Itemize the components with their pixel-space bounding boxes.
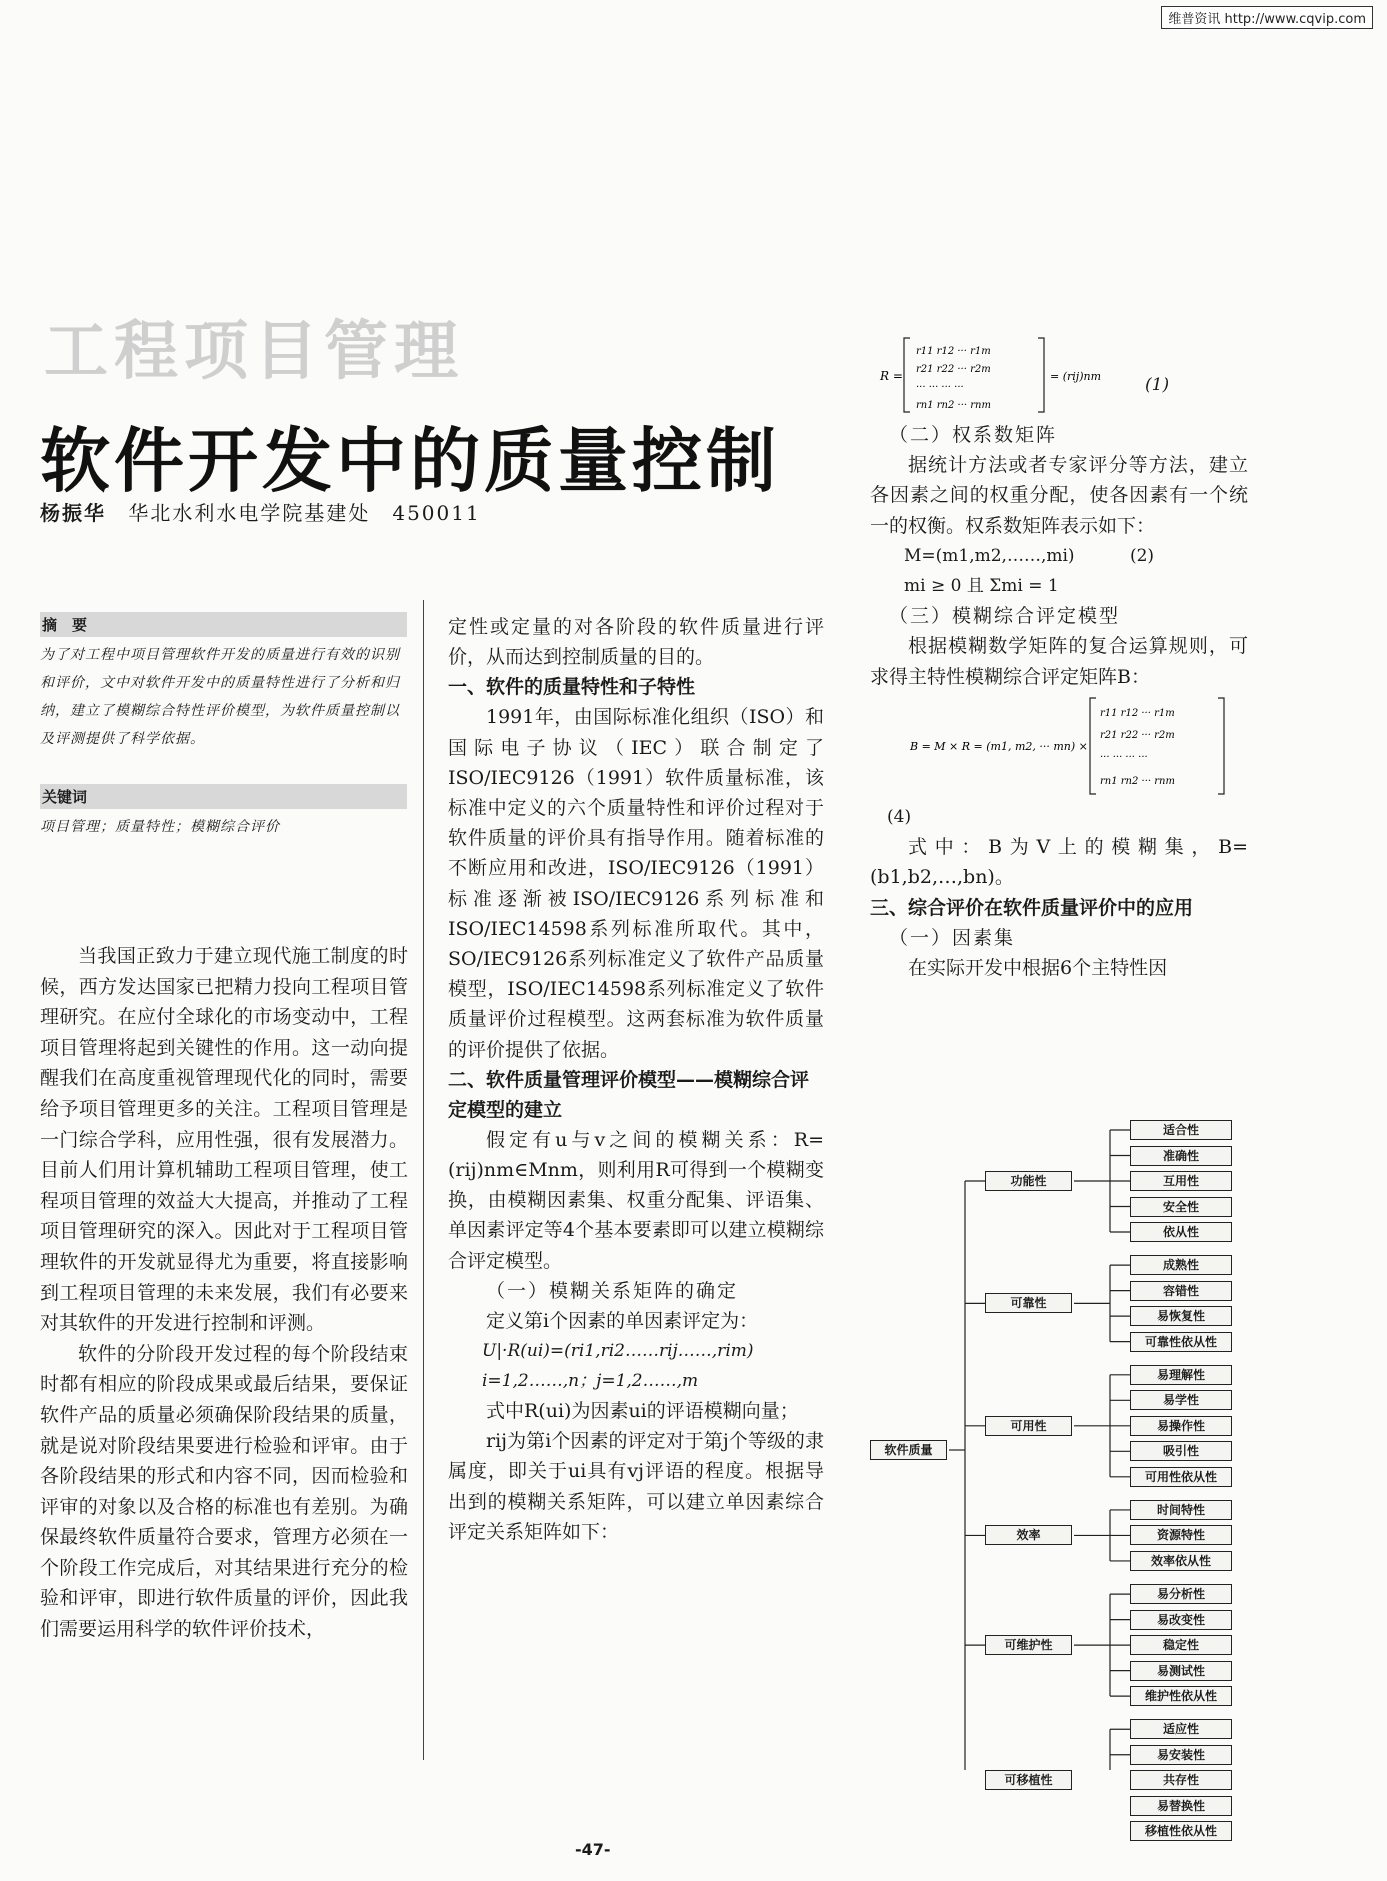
equation-number: (2) [1129,546,1155,567]
svg-text:r11 r12 ··· r1m: r11 r12 ··· r1m [1100,708,1175,720]
svg-text:r21 r22 ··· r2m: r21 r22 ··· r2m [916,364,991,375]
svg-text:··· ··· ··· ···: ··· ··· ··· ··· [916,382,964,393]
svg-text:r11 r12 ··· r1m: r11 r12 ··· r1m [916,346,991,357]
matrix-b-graphic [870,692,1240,802]
diagram-leaf-node: 可靠性依从性 [1130,1332,1232,1352]
formula: mi ≥ 0 且 Σmi = 1 [904,576,1059,597]
diagram-leaf-node: 移植性依从性 [1130,1821,1232,1841]
column-1-body [40,941,408,1645]
diagram-leaf-node: 资源特性 [1130,1525,1232,1545]
column-3-body [870,330,1248,983]
equation-number: (4) [887,807,912,828]
diagram-leaf-node: 安全性 [1130,1197,1232,1217]
ghost-title: 工程项目管理 [44,315,464,389]
diagram-group-node: 功能性 [985,1171,1072,1191]
matrix-equation-4 [870,692,1248,802]
diagram-leaf-node: 易替换性 [1130,1796,1232,1816]
paragraph: 式中R(ui)为因素ui的评语模糊向量； [486,1400,799,1423]
diagram-root-node: 软件质量 [870,1440,947,1460]
paragraph: rij为第i个因素的评定对于第j个等级的隶属度，即关于ui具有vj评语的程度。根据导出到的模糊关系矩阵，可以建立单因素综合评定关系矩阵如下： [448,1430,824,1543]
paragraph: 定性或定量的对各阶段的软件质量进行评价，从而达到控制质量的目的。 [448,616,824,669]
diagram-leaf-node: 可用性依从性 [1130,1467,1232,1487]
quality-model-diagram [870,1120,1250,1839]
matrix-r-graphic [870,330,1130,420]
subsection-heading: （一）因素集 [889,926,1016,949]
diagram-leaf-node: 时间特性 [1130,1500,1232,1520]
diagram-leaf-node: 易理解性 [1130,1365,1232,1385]
column-2-body [448,612,824,1547]
diagram-leaf-node: 互用性 [1130,1171,1232,1191]
section-heading: 三、综合评价在软件质量评价中的应用 [870,896,1194,919]
svg-text:··· ··· ··· ···: ··· ··· ··· ··· [1100,752,1148,764]
paragraph: 1991年，由国际标准化组织（ISO）和国际电子协议（IEC）联合制定了ISO/IEC9126（1991）软件质量标准，该标准中定义的六个质量特性和评价过程对于软件质量的评价具有指导作用。随着标准的不断应用和改进，ISO/IEC9126（1991）标准逐渐被ISO/IEC9126系列标准和ISO/IEC14598系列标准所取代。其中，SO/IEC9126系列标准定义了软件产品质量模型，ISO/IEC14598系列标准定义了软件质量评价过程模型。这两套标准为软件质量的评价提供了依据。 [448,706,824,1061]
subsection-heading: （三）模糊综合评定模型 [889,605,1121,628]
paragraph: 在实际开发中根据6个主特性因 [908,956,1168,979]
diagram-group-node: 可用性 [985,1416,1072,1436]
diagram-leaf-node: 依从性 [1130,1222,1232,1242]
formula [870,541,1248,571]
page-number: -47- [575,1840,611,1859]
diagram-leaf-node: 吸引性 [1130,1441,1232,1461]
diagram-leaf-node: 易改变性 [1130,1610,1232,1630]
diagram-leaf-node: 共存性 [1130,1770,1232,1790]
diagram-leaf-node: 易安装性 [1130,1745,1232,1765]
keywords-label: 关键词 [40,784,407,809]
keywords-section [40,784,408,841]
author-name: 杨振华 [40,501,106,525]
diagram-leaf-node: 成熟性 [1130,1255,1232,1275]
diagram-leaf-node: 效率依从性 [1130,1551,1232,1571]
diagram-group-node: 可移植性 [985,1770,1072,1790]
diagram-leaf-node: 易分析性 [1130,1584,1232,1604]
diagram-leaf-node: 易操作性 [1130,1416,1232,1436]
svg-text:r21 r22 ··· r2m: r21 r22 ··· r2m [1100,730,1175,742]
paragraph: 据统计方法或者专家评分等方法，建立各因素之间的权重分配，使各因素有一个统一的权衡。权系数矩阵表示如下： [870,454,1248,537]
diagram-leaf-node: 易恢复性 [1130,1306,1232,1326]
article-title: 软件开发中的质量控制 [40,420,780,502]
equation-number: (1) [1145,375,1170,395]
formula: U|·R(ui)=(ri1,ri2……rij……,rim) [482,1341,754,1362]
abstract-text: 为了对工程中项目管理软件开发的质量进行有效的识别和评价，文中对软件开发中的质量特性进行了分析和归纳，建立了模糊综合特性评价模型，为软件质量控制以及评测提供了科学依据。 [40,647,400,747]
diagram-leaf-node: 容错性 [1130,1281,1232,1301]
paragraph: 当我国正致力于建立现代施工制度的时候，西方发达国家已把精力投向工程项目管理研究。在应付全球化的市场变动中，工程项目管理将起到关键性的作用。这一动向提醒我们在高度重视管理现代化的同时，需要给予项目管理更多的关注。工程项目管理是一门综合学科，应用性强，很有发展潜力。目前人们用计算机辅助工程项目管理，使工程项目管理的效益大大提高，并推动了工程项目管理研究的深入。因此对于工程项目管理软件的开发就显得尤为重要，将直接影响到工程项目管理的未来发展，我们有必要来对其软件的开发进行控制和评测。 [40,945,408,1335]
byline [40,497,481,526]
diagram-leaf-node: 稳定性 [1130,1635,1232,1655]
matrix-equation-1 [870,330,1248,420]
diagram-leaf-node: 适应性 [1130,1719,1232,1739]
diagram-group-node: 可维护性 [985,1635,1072,1655]
svg-text:R =: R = [880,369,903,383]
subsection-heading: （一）模糊关系矩阵的确定 [486,1279,739,1302]
svg-text:rn1 rn2 ··· rnm: rn1 rn2 ··· rnm [916,400,991,411]
formula: i=1,2……,n；j=1,2……,m [482,1371,699,1392]
paragraph: 定义第i个因素的单因素评定为： [486,1309,759,1332]
formula-text: M=(m1,m2,……,mi) [904,546,1075,567]
watermark: 维普资讯 http://www.cqvip.com [1161,6,1373,29]
diagram-leaf-node: 适合性 [1130,1120,1232,1140]
abstract-section [40,612,408,753]
diagram-group-node: 效率 [985,1525,1072,1545]
section-heading: 一、软件的质量特性和子特性 [448,676,696,699]
paragraph: 根据模糊数学矩阵的复合运算规则，可求得主特性模糊综合评定矩阵B： [870,635,1248,688]
diagram-leaf-node: 准确性 [1130,1146,1232,1166]
svg-text:rn1 rn2 ··· rnm: rn1 rn2 ··· rnm [1100,776,1175,788]
paragraph: 式中：B为V上的模糊集，B=(b1,b2,…,bn)。 [870,836,1248,889]
subsection-heading: （二）权系数矩阵 [889,424,1058,446]
author-affiliation: 华北水利水电学院基建处 450011 [128,501,481,525]
keywords-text: 项目管理；质量特性；模糊综合评价 [40,819,280,835]
svg-text:B = M × R = (m1, m2, ··· mn) ×: B = M × R = (m1, m2, ··· mn) × [910,740,1088,754]
diagram-leaf-node: 易测试性 [1130,1661,1232,1681]
column-divider [423,600,424,1760]
diagram-leaf-node: 易学性 [1130,1390,1232,1410]
svg-text:= (rij)nm: = (rij)nm [1050,370,1101,383]
diagram-leaf-node: 维护性依从性 [1130,1686,1232,1706]
abstract-label: 摘 要 [40,612,407,637]
paragraph: 假定有u与v之间的模糊关系：R=(rij)nm∈Mnm，则利用R可得到一个模糊变换，由模糊因素集、权重分配集、评语集、单因素评定等4个基本要素即可以建立模糊综合评定模型。 [448,1128,824,1272]
paragraph: 软件的分阶段开发过程的每个阶段结束时都有相应的阶段成果或最后结果，要保证软件产品的质量必须确保阶段结果的质量，就是说对阶段结果要进行检验和评审。由于各阶段结果的形式和内容不同，因而检验和评审的对象以及合格的标准也有差别。为确保最终软件质量符合要求，管理方必须在一个阶段工作完成后，对其结果进行充分的检验和评审，即进行软件质量的评价，因此我们需要运用科学的软件评价技术， [40,1342,408,1641]
diagram-group-node: 可靠性 [985,1293,1072,1313]
section-heading: 二、软件质量管理评价模型——模糊综合评定模型的建立 [448,1068,810,1121]
